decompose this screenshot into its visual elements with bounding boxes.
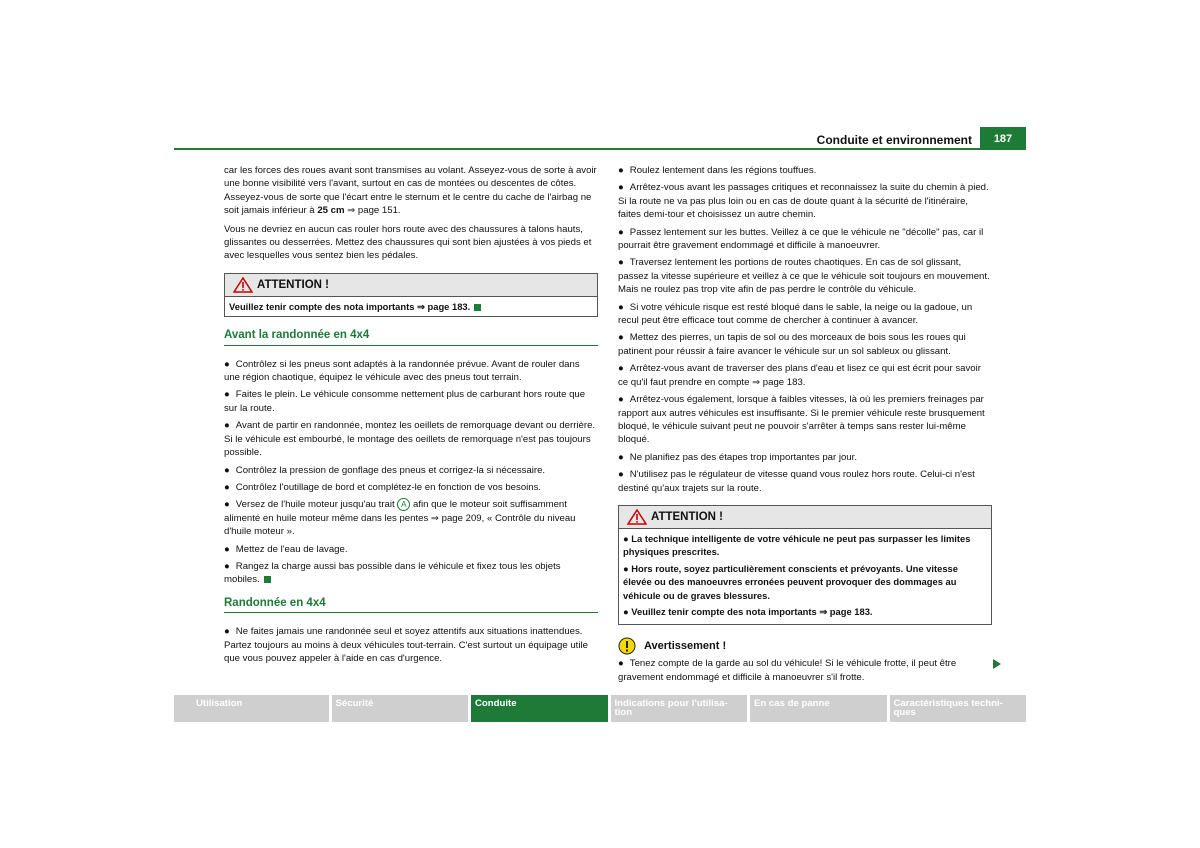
list-item: ● Arrêtez-vous également, lorsque à faibles vitesses, là où les premiers freinages par rapport aux autres véhicules est insuffisante. Si le premier véhicule reste brusquement bloqué, le véhicule suivant peut ne pouvoir s'arrêter à temps sans rester lui-même bloqué. [618,394,985,446]
header-rule [174,148,1026,150]
attention-body [225,297,597,316]
attention-header [225,274,597,297]
warning-triangle-icon [233,277,253,293]
exclamation-circle-icon [618,637,636,655]
list-item: ● Passez lentement sur les buttes. Veillez à ce que le véhicule ne "décolle" pas, car il pourrait être gravement endommagé et difficile à manoeuvrer. [618,226,984,252]
bullet-icon: ● [623,605,632,617]
list-item: ● Rangez la charge aussi bas possible dans le véhicule et fixez tous les objets mobiles. [224,560,561,586]
attention-body [619,529,991,624]
bullet-icon: ● [224,560,230,572]
bullet-icon: ● [224,464,230,476]
bullet-icon: ● [618,165,624,176]
paragraph [224,164,598,218]
left-column [224,164,598,669]
nav-tab-en-cas-de-panne[interactable]: En cas de panne [750,695,887,722]
end-of-section-mark [474,304,481,311]
list-item: ● Avant de partir en randonnée, montez les oeillets de remorquage devant ou derrière. Si le véhicule est embourbé, le montage des oeillets de remorquage n'est pas toujours possible. [224,420,596,459]
list-item: ● Mettez de l'eau de lavage. [224,543,348,555]
list-item: ● Contrôlez la pression de gonflage des pneus et corrigez-la si nécessaire. [224,464,546,476]
bullet-icon: ● [224,626,230,638]
list-item: ● Tenez compte de la garde au sol du véhicule! Si le véhicule frotte, il peut être gravement endommagé et difficile à manoeuvrer s'il frotte. [618,658,957,683]
next-page-arrow-icon[interactable] [992,658,1002,670]
list-item: ● Arrêtez-vous avant les passages critiques et reconnaissez la suite du chemin à pied. Si la route ne va pas plus loin ou en cas de doute quant à la sécurité de l'itinéraire, faites demi-tour et choisissez un autre chemin. [618,182,989,221]
attention-box [618,505,992,625]
bullet-icon: ● [224,420,230,432]
list-item: ● Contrôlez si les pneus sont adaptés à la randonnée prévue. Avant de rouler dans une région chaotique, équipez le véhicule avec des pneus tout terrain. [224,358,580,384]
list-item: ● Mettez des pierres, un tapis de sol ou des morceaux de bois sous les roues qui patinent pour réussir à faire avancer le véhicule sur un sol sableux ou glissant. [618,332,966,357]
bullet-icon: ● [623,562,632,574]
paragraph: Vous ne devriez en aucun cas rouler hors route avec des chaussures à talons hauts, glissantes ou desserrées. Mettez des chaussures qui sont bien ajustées à vos pieds et avec lesquelles vous sentez bien les pédales. [224,223,592,262]
nav-tab-conduite[interactable]: Conduite [471,695,608,722]
nav-tab-utilisation[interactable]: Utilisation [174,695,329,722]
bullet-icon: ● [618,182,624,194]
warning-triangle-icon [627,509,647,525]
nav-tab-caracteristiques[interactable]: Caractéristiques techni- ques [890,695,1027,722]
list-item: ● Traversez lentement les portions de routes chaotiques. En cas de sol glissant, passez la vitesse supérieure et veillez à ce que le véhicule soit toujours en mouvement. Mais ne roulez pas trop vite afin de pas perdre le contrôle du véhicule. [618,257,990,296]
nav-tab-securite[interactable]: Sécurité [332,695,469,722]
bullet-icon: ● [618,394,624,406]
bullet-icon: ● [224,481,230,493]
bullet-icon: ● [224,499,230,511]
list-item: ● Hors route, soyez particulièrement conscients et prévoyants. Une vitesse élevée ou des manoeuvres erronées peuvent provoquer des dommages au véhicule ou de graves blessures. [623,562,958,601]
list-item: ● Ne faites jamais une randonnée seul et soyez attentifs aux situations inattendues. Partez toujours au moins à deux véhicules tout-terrain. C'est surtout un équipage utile que vous pouvez appeler à l'aide en cas d'urgence. [224,626,588,664]
bullet-icon: ● [618,451,624,463]
paragraph-text: car les forces des roues avant sont transmises au volant. Asseyez-vous de sorte à avoir une bonne visibilité vers l'avant, surtout en cas de montées ou descentes de côtes. Asseyez-vous de sorte que l'écart entre le sternum et le centre du cache de l'airbag ne soit jamais inférieur à [224,165,597,217]
list-item: ● Contrôlez l'outillage de bord et complétez-le en fonction de vos besoins. [224,481,542,493]
bullet-icon: ● [618,301,624,313]
bold-value: 25 cm [317,205,345,217]
list-item: ● Ne planifiez pas des étapes trop importantes par jour. [618,451,857,463]
list-item: ● Si votre véhicule risque est resté bloqué dans le sable, la neige ou la gadoue, un recul peut être efficace tout comme de chercher à continuer à avancer. [618,301,973,327]
chapter-nav [174,695,1026,722]
attention-text: Veuillez tenir compte des nota importants ⇒ page 183. [229,300,471,312]
page-reference[interactable]: ⇒ page 151. [347,205,401,217]
bullet-icon: ● [224,389,230,401]
notice-title: Avertissement ! [644,640,727,653]
bullet-icon: ● [618,226,624,238]
list-item: ● Faites le plein. Le véhicule consomme nettement plus de carburant hors route que sur la route. [224,389,586,414]
list-item: ● Arrêtez-vous avant de traverser des plans d'eau et lisez ce qui est écrit pour savoir ce qu'il faut prendre en compte ⇒ page 183. [618,363,981,388]
attention-box [224,273,598,317]
bullet-icon: ● [224,358,230,370]
attention-header [619,506,991,529]
section-heading: Avant la randonnée en 4x4 [224,329,598,345]
attention-title: ATTENTION ! [257,278,329,291]
notice-header [618,637,992,655]
bullet-icon: ● [224,543,230,555]
bullet-icon: ● [618,257,624,269]
marker-a-icon: A [397,498,410,511]
bullet-icon: ● [618,469,624,481]
bullet-icon: ● [618,363,624,375]
list-item: ● Roulez lentement dans les régions touffues. [618,165,817,176]
list-item: ● Veuillez tenir compte des nota importants ⇒ page 183. [623,605,873,617]
right-column [618,164,992,688]
bullet-icon: ● [623,532,632,544]
page-header-title: Conduite et environnement [816,133,972,147]
end-of-section-mark [264,576,271,583]
bullet-icon: ● [618,658,624,670]
section-heading: Randonnée en 4x4 [224,597,598,613]
nav-tab-indications[interactable]: Indications pour l'utilisa- tion [611,695,748,722]
list-item: ● N'utilisez pas le régulateur de vitesse quand vous roulez hors route. Celui-ci n'est destiné qu'aux trajets sur la route. [618,469,975,494]
page-number: 187 [980,127,1026,149]
list-item: ● Versez de l'huile moteur jusqu'au trait A afin que le moteur soit suffisamment alimenté en huile moteur même dans les pentes ⇒ page 209, « Contrôle du niveau d'huile moteur ». [224,499,576,538]
list-item: ● La technique intelligente de votre véhicule ne peut pas surpasser les limites physiques prescrites. [623,532,971,558]
bullet-icon: ● [618,332,624,344]
attention-title: ATTENTION ! [651,510,723,523]
